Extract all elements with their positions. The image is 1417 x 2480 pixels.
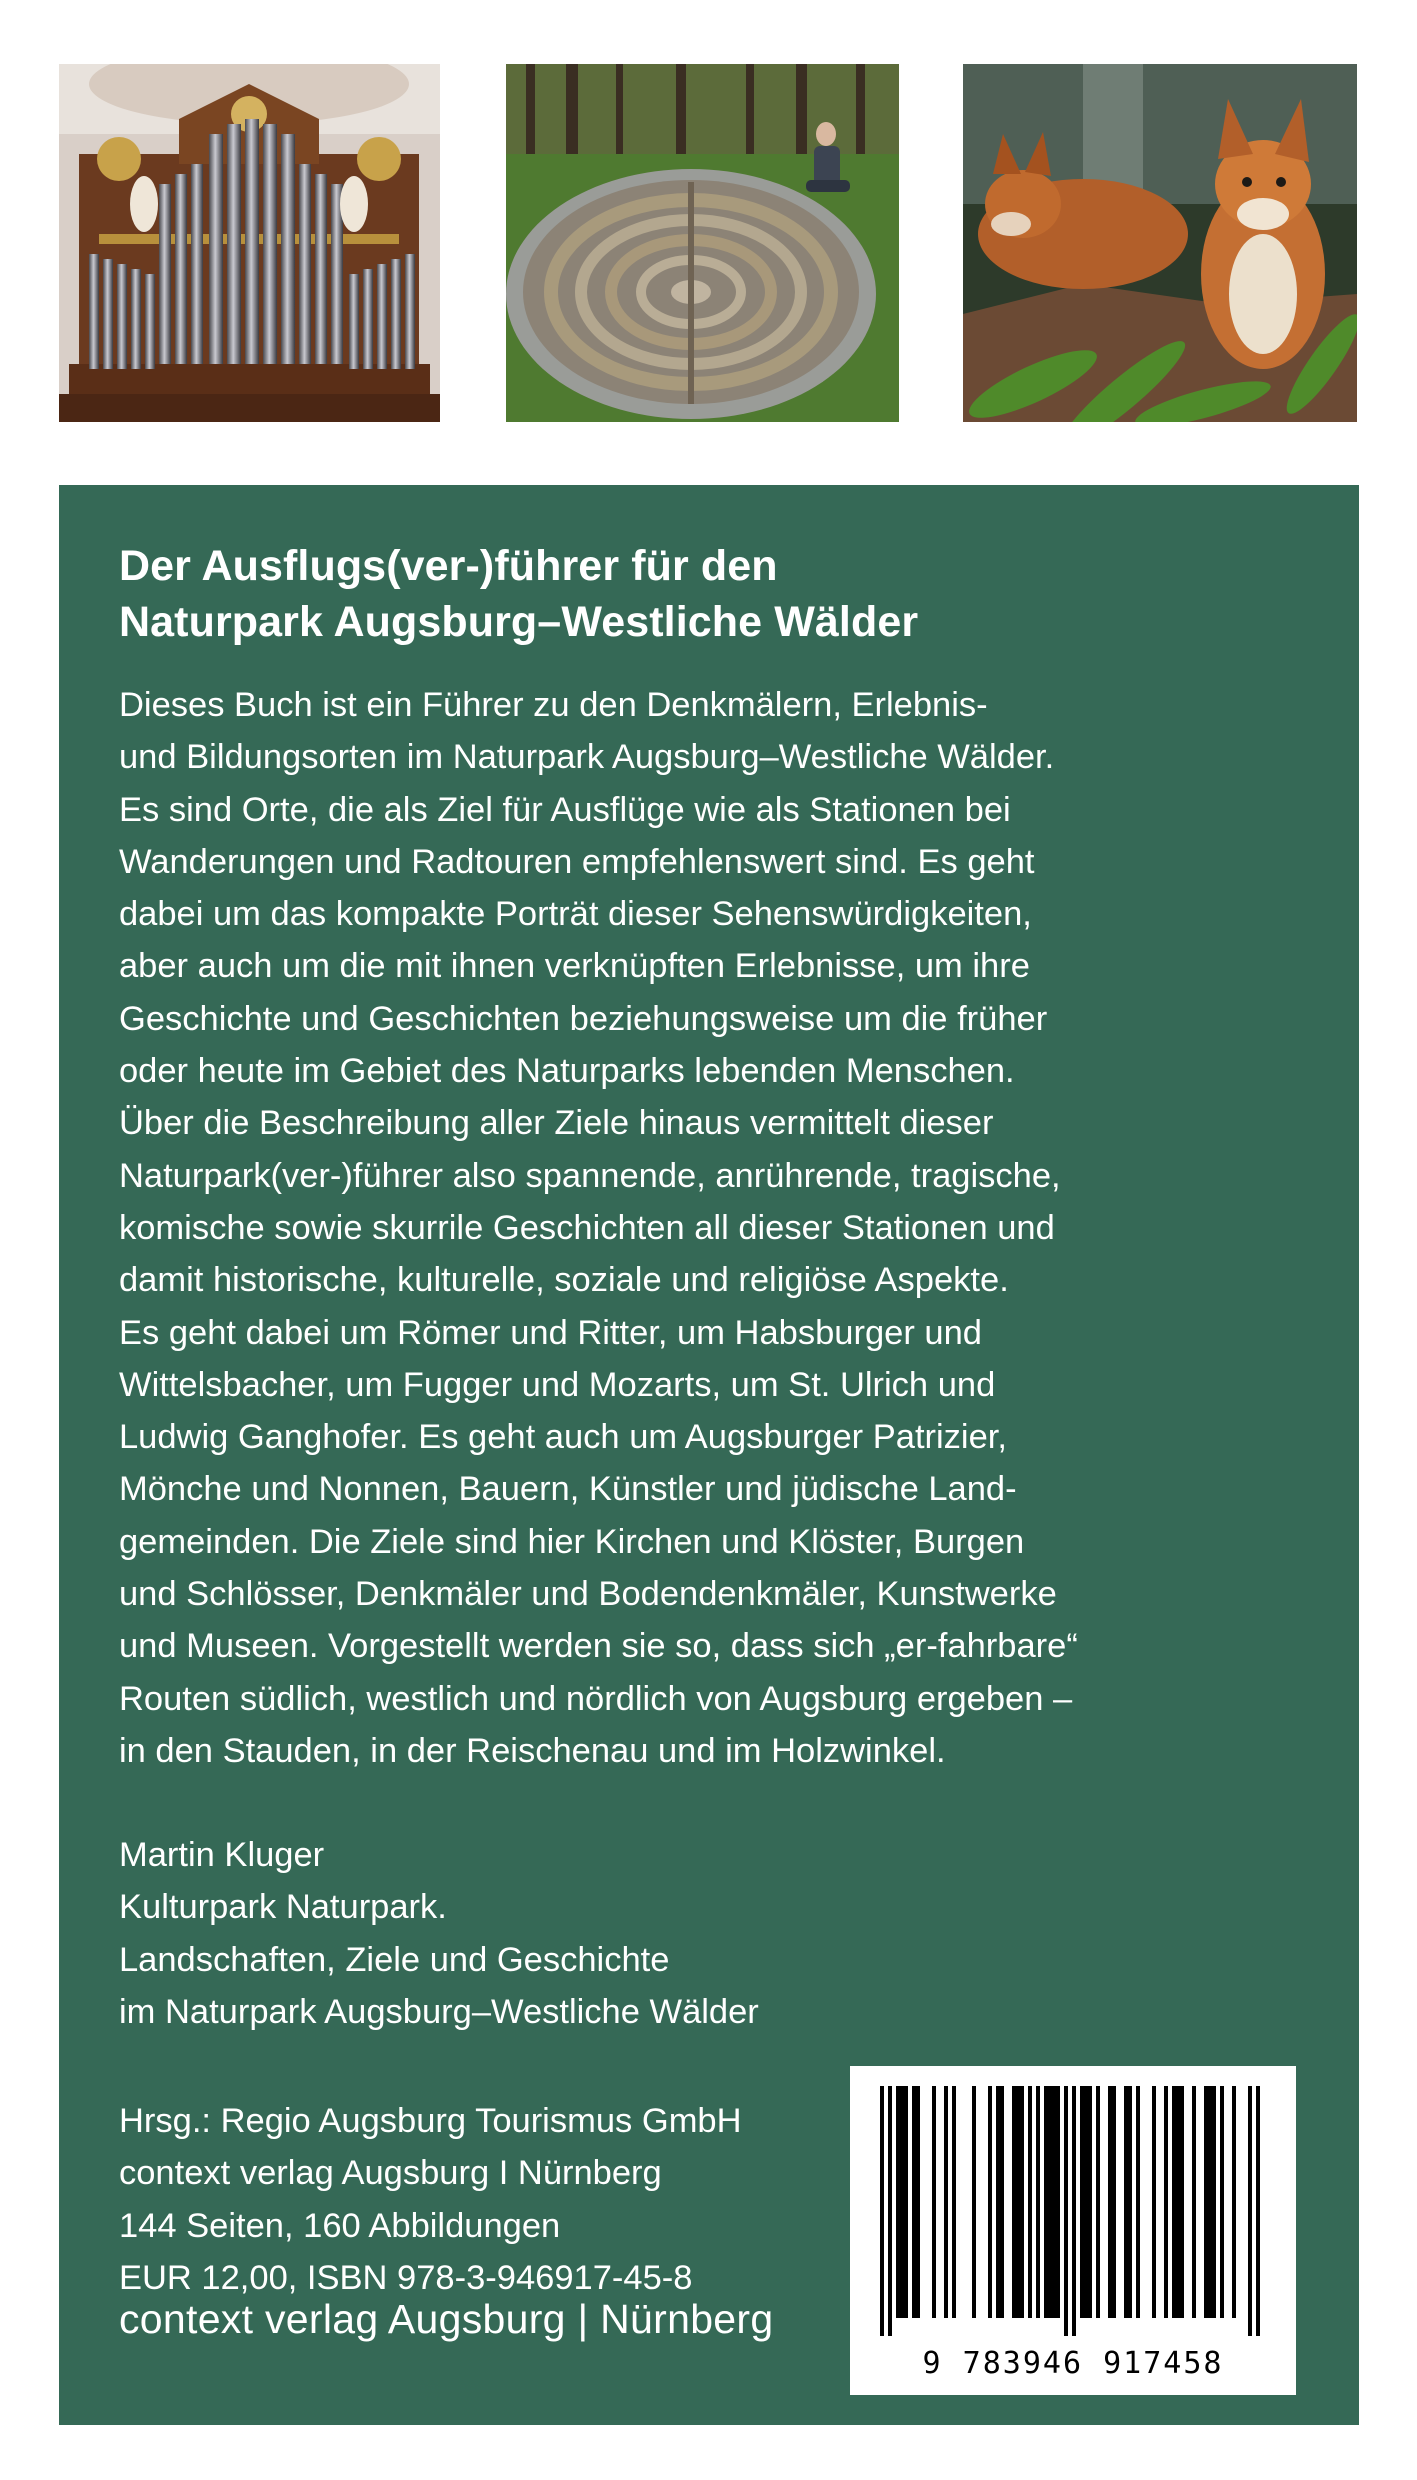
- description-line: oder heute im Gebiet des Naturparks lebenden Menschen.: [119, 1052, 1015, 1091]
- barcode-bar: [1064, 2086, 1068, 2336]
- book-subtitle-line-2: im Naturpark Augsburg–Westliche Wälder: [119, 1992, 759, 2031]
- description-line: Es geht dabei um Römer und Ritter, um Habsburger und: [119, 1313, 982, 1352]
- barcode-bar: [1016, 2086, 1020, 2318]
- barcode-bar: [1128, 2086, 1132, 2318]
- barcode-bar: [1220, 2086, 1224, 2318]
- barcode-bar: [1080, 2086, 1084, 2318]
- barcode-bar: [1176, 2086, 1180, 2318]
- barcode-bar: [880, 2086, 884, 2336]
- barcode-bars: [850, 2066, 1296, 2346]
- description-line: und Schlösser, Denkmäler und Bodendenkmäler, Kunstwerke: [119, 1575, 1057, 1614]
- barcode-bar: [1172, 2086, 1176, 2318]
- description-line: Mönche und Nonnen, Bauern, Künstler und jüdische Land-: [119, 1470, 1017, 1509]
- barcode-bar: [916, 2086, 920, 2318]
- barcode-bar: [1212, 2086, 1216, 2318]
- description-line: Routen südlich, westlich und nördlich von Augsburg ergeben –: [119, 1679, 1073, 1718]
- barcode-bar: [888, 2086, 892, 2336]
- church-organ-photo: [59, 64, 440, 422]
- barcode-bar: [1084, 2086, 1088, 2318]
- barcode-bar: [944, 2086, 948, 2318]
- headline: [119, 538, 1299, 650]
- barcode-bar: [912, 2086, 916, 2318]
- editor-line: Hrsg.: Regio Augsburg Tourismus GmbH: [119, 2102, 742, 2140]
- barcode-bar: [1256, 2086, 1260, 2336]
- description-line: komische sowie skurrile Geschichten all dieser Stationen und: [119, 1208, 1055, 1247]
- description-line: Über die Beschreibung aller Ziele hinaus vermittelt dieser: [119, 1104, 994, 1143]
- isbn-barcode: [850, 2066, 1296, 2395]
- barcode-bar: [1232, 2086, 1236, 2318]
- barcode-bar: [1208, 2086, 1212, 2318]
- barcode-bar: [1036, 2086, 1040, 2318]
- barcode-bar: [996, 2086, 1000, 2318]
- barcode-bar: [1056, 2086, 1060, 2318]
- description-line: Naturpark(ver-)führer also spannende, anrührende, tragische,: [119, 1156, 1061, 1195]
- barcode-bar: [1072, 2086, 1076, 2336]
- publisher-line: context verlag Augsburg I Nürnberg: [119, 2154, 662, 2193]
- description-line: damit historische, kulturelle, soziale und religiöse Aspekte.: [119, 1261, 1009, 1300]
- description-line: und Museen. Vorgestellt werden sie so, dass sich „er-fahrbare“: [119, 1627, 1078, 1666]
- description-line: gemeinden. Die Ziele sind hier Kirchen und Klöster, Burgen: [119, 1522, 1025, 1561]
- barcode-digits: 9 783946 917458: [922, 2346, 1224, 2381]
- barcode-bar: [1012, 2086, 1016, 2318]
- book-author: Martin Kluger: [119, 1836, 325, 1874]
- description-line: Dieses Buch ist ein Führer zu den Denkmälern, Erlebnis-: [119, 686, 988, 724]
- price-isbn-line: EUR 12,00, ISBN 978-3-946917-45-8: [119, 2258, 693, 2297]
- stone-labyrinth-photo: [506, 64, 899, 422]
- barcode-bar: [1028, 2086, 1032, 2318]
- barcode-bar: [952, 2086, 956, 2318]
- description-line: in den Stauden, in der Reischenau und im Holzwinkel.: [119, 1731, 946, 1770]
- barcode-bar: [900, 2086, 904, 2318]
- barcode-bar: [896, 2086, 900, 2318]
- barcode-bar: [1052, 2086, 1056, 2318]
- book-title: Kulturpark Naturpark.: [119, 1888, 447, 1927]
- headline-line-2: Naturpark Augsburg–Westliche Wälder: [119, 598, 919, 646]
- description-line: Ludwig Ganghofer. Es geht auch um Augsburger Patrizier,: [119, 1418, 1007, 1457]
- description-text: [119, 679, 1319, 1777]
- barcode-bar: [932, 2086, 936, 2318]
- description-line: und Bildungsorten im Naturpark Augsburg–Westliche Wälder.: [119, 738, 1055, 777]
- barcode-bar: [988, 2086, 992, 2318]
- headline-line-1: Der Ausflugs(ver-)führer für den: [119, 542, 778, 590]
- barcode-bar: [1112, 2086, 1116, 2318]
- book-subtitle-line-1: Landschaften, Ziele und Geschichte: [119, 1940, 670, 1979]
- barcode-bar: [1180, 2086, 1184, 2318]
- description-line: Es sind Orte, die als Ziel für Ausflüge wie als Stationen bei: [119, 790, 1011, 829]
- barcode-bar: [1096, 2086, 1100, 2318]
- description-line: Wanderungen und Radtouren empfehlenswert sind. Es geht: [119, 842, 1035, 881]
- barcode-bar: [1152, 2086, 1156, 2318]
- book-info: [119, 1829, 759, 2038]
- barcode-bar: [1048, 2086, 1052, 2318]
- barcode-bar: [1088, 2086, 1092, 2318]
- barcode-bar: [1124, 2086, 1128, 2318]
- publisher-imprint: context verlag Augsburg | Nürnberg: [119, 2296, 774, 2342]
- barcode-bar: [1192, 2086, 1196, 2318]
- barcode-bar: [1248, 2086, 1252, 2336]
- pages-line: 144 Seiten, 160 Abbildungen: [119, 2206, 561, 2245]
- barcode-bar: [1204, 2086, 1208, 2318]
- description-panel: [59, 485, 1359, 2425]
- description-line: Geschichte und Geschichten beziehungsweise um die früher: [119, 999, 1048, 1038]
- barcode-bar: [1164, 2086, 1168, 2318]
- barcode-bar: [1000, 2086, 1004, 2318]
- barcode-bar: [904, 2086, 908, 2318]
- description-line: Wittelsbacher, um Fugger und Mozarts, um St. Ulrich und: [119, 1365, 996, 1404]
- barcode-bar: [1044, 2086, 1048, 2318]
- barcode-bar: [972, 2086, 976, 2318]
- description-line: aber auch um die mit ihnen verknüpften Erlebnisse, um ihre: [119, 947, 1030, 986]
- foxes-photo: [963, 64, 1357, 422]
- barcode-bar: [1136, 2086, 1140, 2318]
- description-line: dabei um das kompakte Porträt dieser Sehenswürdigkeiten,: [119, 895, 1032, 934]
- barcode-bar: [1020, 2086, 1024, 2318]
- barcode-bar: [1108, 2086, 1112, 2318]
- publication-info: [119, 2095, 742, 2304]
